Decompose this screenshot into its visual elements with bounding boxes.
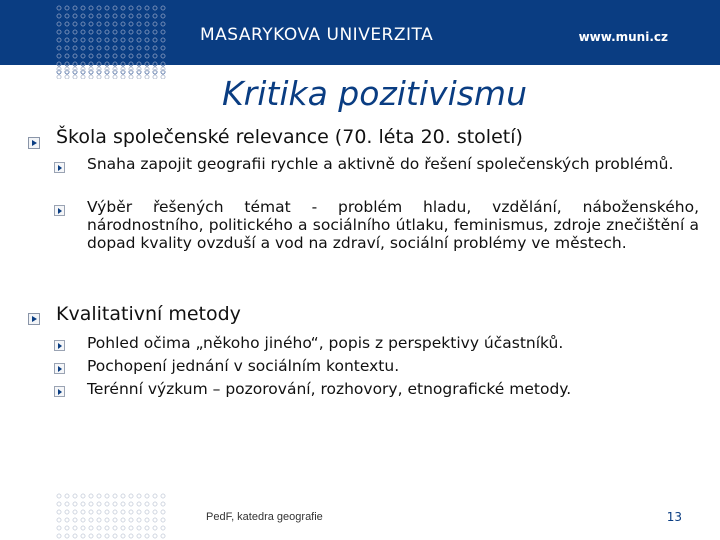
university-url[interactable]: www.muni.cz bbox=[578, 30, 668, 44]
bullet-icon bbox=[28, 313, 40, 325]
header-bar bbox=[0, 0, 720, 65]
bullet-icon bbox=[28, 137, 40, 149]
bullet-icon bbox=[54, 205, 65, 216]
bullet-icon bbox=[54, 386, 65, 397]
bullet-icon bbox=[54, 162, 65, 173]
slide-title: Kritika pozitivismu bbox=[222, 74, 527, 113]
section-1-item-2: Výběr řešených témat - problém hladu, vzdělání, náboženského, národnostního, politického a sociálního útlaku, feminismus, zdroje znečištění a dopad kvality ovzduší a vod na zdraví, sociální problémy ve městech. bbox=[87, 198, 699, 252]
section-heading-2: Kvalitativní metody bbox=[56, 303, 241, 325]
dot-pattern-footer bbox=[55, 492, 167, 540]
page-number: 13 bbox=[666, 510, 682, 524]
dot-pattern-decoration bbox=[55, 65, 167, 79]
footer-text: PedF, katedra geografie bbox=[206, 511, 323, 523]
bullet-icon bbox=[54, 340, 65, 351]
section-heading-1: Škola společenské relevance (70. léta 20. století) bbox=[56, 126, 523, 148]
section-2-item-3: Terénní výzkum – pozorování, rozhovory, etnografické metody. bbox=[87, 380, 572, 398]
section-1-item-1: Snaha zapojit geografii rychle a aktivně do řešení společenských problémů. bbox=[87, 155, 674, 173]
university-name: MASARYKOVA UNIVERZITA bbox=[200, 25, 434, 45]
bullet-icon bbox=[54, 363, 65, 374]
section-2-item-2: Pochopení jednání v sociálním kontextu. bbox=[87, 357, 400, 375]
section-2-item-1: Pohled očima „někoho jiného“, popis z perspektivy účastníků. bbox=[87, 334, 564, 352]
